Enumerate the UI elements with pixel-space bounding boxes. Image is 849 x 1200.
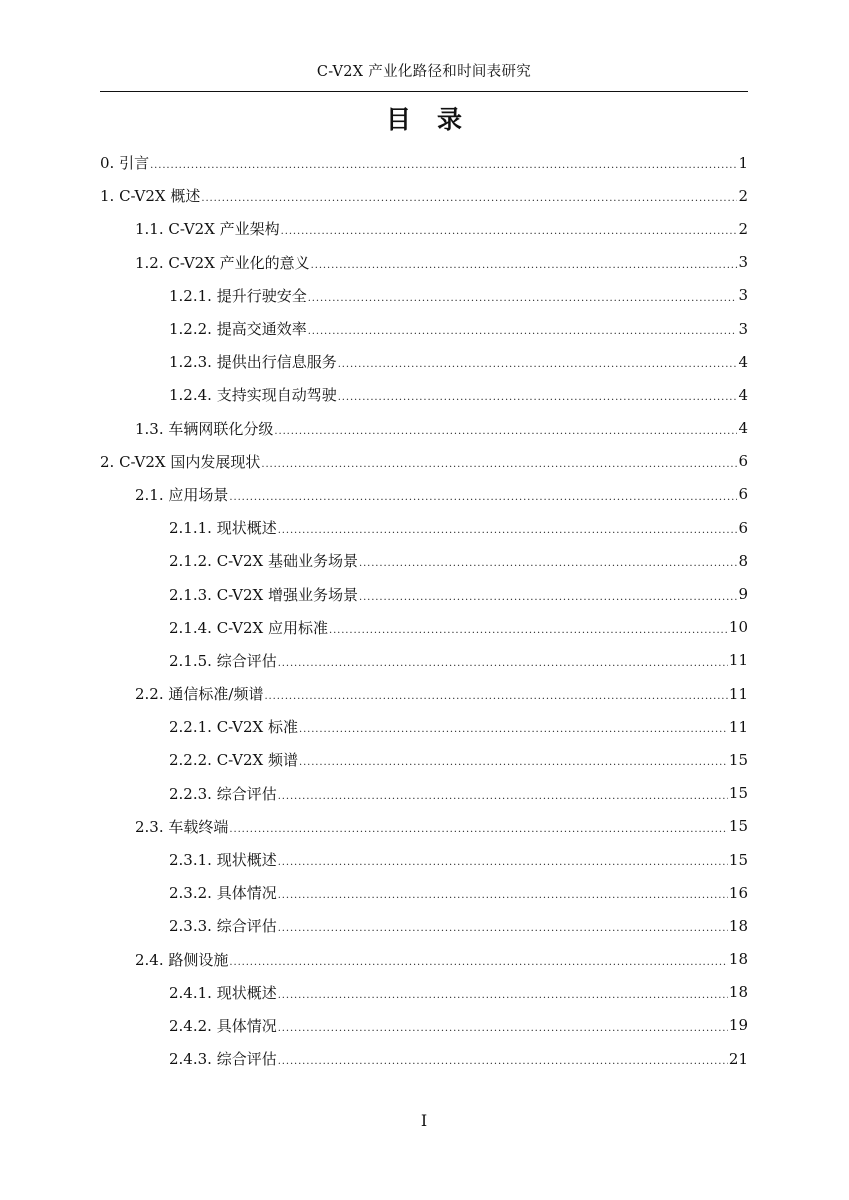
toc-entry-label: 0. 引言	[100, 154, 150, 173]
toc-entry-label: 1.2.1. 提升行驶安全	[169, 286, 307, 305]
toc-entry-page: 6	[738, 518, 748, 537]
toc-entry-label: 1. C-V2X 概述	[100, 187, 201, 206]
toc-entry[interactable]	[100, 644, 748, 677]
toc-entry[interactable]	[100, 312, 748, 345]
toc-entry[interactable]	[100, 412, 748, 445]
toc-entry-page: 6	[738, 485, 748, 504]
toc-entry-label: 2.1.1. 现状概述	[169, 519, 277, 538]
toc-entry-page: 3	[738, 319, 748, 338]
toc-entry[interactable]	[100, 1009, 748, 1042]
leader-dots	[278, 890, 728, 901]
toc-entry-page: 3	[738, 286, 748, 305]
toc-entry-label: 2.4.2. 具体情况	[169, 1016, 277, 1035]
toc-heading-char-1: 目	[385, 105, 411, 134]
toc-entry-page: 4	[738, 419, 748, 438]
leader-dots	[278, 1023, 728, 1034]
leader-dots	[311, 260, 738, 271]
toc-entry[interactable]	[100, 611, 748, 644]
toc-entry[interactable]	[100, 179, 748, 212]
toc-entry-label: 2.1.3. C-V2X 增强业务场景	[169, 585, 358, 604]
toc-heading	[100, 100, 748, 136]
toc-entry-label: 1.2. C-V2X 产业化的意义	[135, 253, 310, 272]
toc-entry-label: 2.2. 通信标准/频谱	[135, 685, 264, 704]
leader-dots	[281, 226, 738, 237]
toc-entry-label: 1.2.4. 支持实现自动驾驶	[169, 386, 337, 405]
toc-entry[interactable]	[100, 212, 748, 245]
toc-entry-page: 8	[738, 551, 748, 570]
toc-entry[interactable]	[100, 146, 748, 179]
toc-entry-label: 2. C-V2X 国内发展现状	[100, 452, 261, 471]
toc-entry-page: 15	[728, 784, 748, 803]
leader-dots	[299, 757, 728, 768]
toc-entry-label: 1.3. 车辆网联化分级	[135, 419, 274, 438]
toc-entry[interactable]	[100, 777, 748, 810]
leader-dots	[338, 359, 738, 370]
leader-dots	[274, 426, 737, 437]
leader-dots	[359, 592, 737, 603]
leader-dots	[299, 724, 728, 735]
toc-entry-page: 18	[728, 916, 748, 935]
toc-entry[interactable]	[100, 743, 748, 776]
toc-entry-label: 2.3. 车载终端	[135, 817, 229, 836]
leader-dots	[264, 691, 727, 702]
toc-entry[interactable]	[100, 279, 748, 312]
toc-entry-label: 2.2.3. 综合评估	[169, 784, 277, 803]
leader-dots	[308, 326, 738, 337]
toc-entry-page: 10	[728, 618, 748, 637]
page-number: I	[420, 1111, 428, 1130]
leader-dots	[278, 990, 728, 1001]
toc-entry-page: 18	[728, 950, 748, 969]
toc-entry[interactable]	[100, 378, 748, 411]
toc-entry-label: 2.1. 应用场景	[135, 485, 229, 504]
leader-dots	[229, 492, 737, 503]
toc-entry[interactable]	[100, 445, 748, 478]
leader-dots	[329, 625, 728, 636]
toc-entry-label: 2.2.2. C-V2X 频谱	[169, 751, 298, 770]
toc-entry[interactable]	[100, 246, 748, 279]
toc-entry-label: 2.2.1. C-V2X 标准	[169, 718, 298, 737]
toc-entry-label: 2.3.3. 综合评估	[169, 917, 277, 936]
toc-entry-label: 2.4.1. 现状概述	[169, 983, 277, 1002]
toc-entry-page: 11	[728, 651, 748, 670]
leader-dots	[278, 923, 728, 934]
toc-entry-page: 19	[728, 1016, 748, 1035]
toc-entry[interactable]	[100, 478, 748, 511]
toc-entry[interactable]	[100, 876, 748, 909]
toc-entry-page: 11	[728, 717, 748, 736]
leader-dots	[229, 824, 728, 835]
toc-entry[interactable]	[100, 577, 748, 610]
toc-entry-page: 15	[728, 850, 748, 869]
toc-entry-page: 21	[728, 1049, 748, 1068]
leader-dots	[261, 459, 737, 470]
toc-entry-page: 1	[738, 153, 748, 172]
toc-entry[interactable]	[100, 976, 748, 1009]
leader-dots	[278, 1056, 728, 1067]
toc-entry-label: 2.1.4. C-V2X 应用标准	[169, 618, 328, 637]
leader-dots	[359, 558, 737, 569]
running-header: C-V2X 产业化路径和时间表研究	[316, 64, 532, 80]
leader-dots	[150, 160, 737, 171]
toc-entry[interactable]	[100, 677, 748, 710]
toc-entry[interactable]	[100, 544, 748, 577]
toc-entry-page: 9	[738, 585, 748, 604]
leader-dots	[338, 392, 738, 403]
toc-entry-label: 2.3.2. 具体情况	[169, 884, 277, 903]
toc-entry-page: 15	[728, 750, 748, 769]
toc-entry[interactable]	[100, 1042, 748, 1075]
toc-entry-label: 2.1.5. 综合评估	[169, 651, 277, 670]
toc-entry-label: 1.2.3. 提供出行信息服务	[169, 353, 337, 372]
toc-heading-char-2: 录	[437, 105, 463, 134]
toc-entry-page: 6	[738, 452, 748, 471]
toc-entry[interactable]	[100, 810, 748, 843]
toc-entry[interactable]	[100, 843, 748, 876]
toc-entry-page: 4	[738, 352, 748, 371]
leader-dots	[229, 957, 728, 968]
table-of-contents	[100, 146, 748, 1075]
toc-entry-page: 11	[728, 684, 748, 703]
leader-dots	[278, 791, 728, 802]
toc-entry-page: 16	[728, 883, 748, 902]
toc-entry-page: 4	[738, 385, 748, 404]
toc-entry[interactable]	[100, 943, 748, 976]
toc-entry-label: 2.4.3. 综合评估	[169, 1050, 277, 1069]
toc-entry-label: 1.2.2. 提高交通效率	[169, 320, 307, 339]
leader-dots	[278, 857, 728, 868]
toc-entry-page: 2	[738, 186, 748, 205]
leader-dots	[308, 293, 738, 304]
toc-entry-page: 18	[728, 983, 748, 1002]
toc-entry-page: 3	[738, 253, 748, 272]
leader-dots	[278, 658, 728, 669]
toc-entry-label: 2.3.1. 现状概述	[169, 851, 277, 870]
toc-entry[interactable]	[100, 909, 748, 942]
toc-entry-label: 2.4. 路侧设施	[135, 950, 229, 969]
toc-entry[interactable]	[100, 511, 748, 544]
toc-entry-label: 2.1.2. C-V2X 基础业务场景	[169, 552, 358, 571]
toc-entry[interactable]	[100, 345, 748, 378]
leader-dots	[201, 193, 737, 204]
toc-entry-page: 2	[738, 219, 748, 238]
toc-entry-label: 1.1. C-V2X 产业架构	[135, 220, 280, 239]
leader-dots	[278, 525, 738, 536]
toc-entry[interactable]	[100, 710, 748, 743]
header-rule	[100, 91, 748, 92]
toc-entry-page: 15	[728, 817, 748, 836]
